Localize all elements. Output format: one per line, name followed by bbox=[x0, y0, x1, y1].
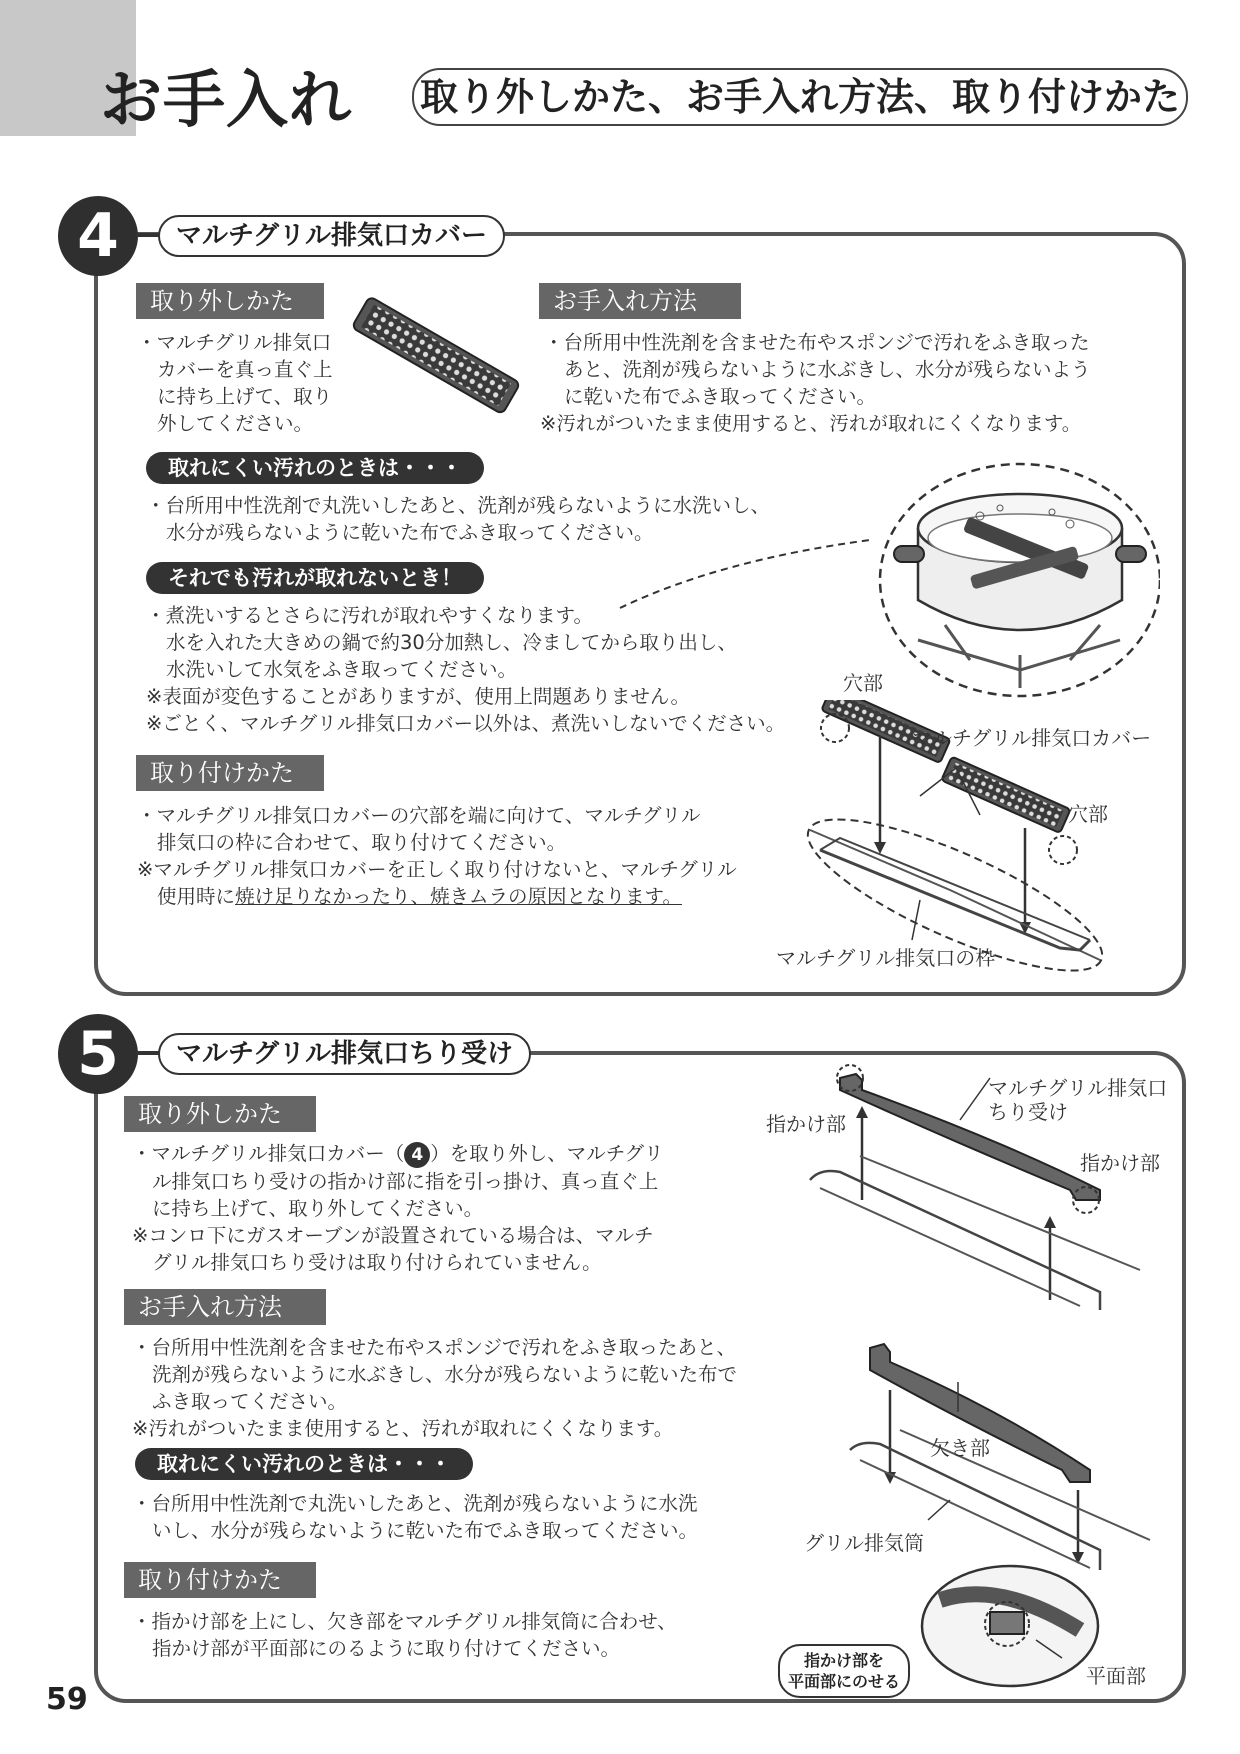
s4-hard-dirt-text: ・台所用中性洗剤で丸洗いしたあと、洗剤が残らないように水洗いし、 水分が残らないように乾いた布でふき取ってください。 bbox=[146, 494, 771, 544]
label-hole-right: 穴部 bbox=[1068, 802, 1108, 826]
placement-callout: 指かけ部を 平面部にのせる bbox=[778, 1644, 910, 1698]
label-part-name-2: ちり受け bbox=[988, 1100, 1068, 1124]
s5-removal-text: ・マルチグリル排気口カバー（ 4 ）を取り外し、マルチグリ ル排気口ちり受けの指かけ部に指を引っ掛け、真っ直ぐ上 に持ち上げて、取り外してください。 ※コンロ下にガスオーブンが設置されている場合は、マルチ グリル排気口ちり受けは取り付けられていません。 bbox=[132, 1142, 664, 1274]
section5-title: マルチグリル排気口ちり受け bbox=[158, 1033, 531, 1075]
s4-install-heading: 取り付けかた bbox=[136, 755, 324, 791]
page-number: 59 bbox=[46, 1682, 88, 1717]
s5-removal-heading: 取り外しかた bbox=[124, 1096, 316, 1132]
s5-hard-dirt-heading: 取れにくい汚れのときは・・・ bbox=[135, 1448, 473, 1480]
label-cover: マルチグリル排気口カバー bbox=[912, 726, 1152, 750]
label-hole-left: 穴部 bbox=[843, 671, 883, 695]
s5-install-text: ・指かけ部を上にし、欠き部をマルチグリル排気筒に合わせ、 指かけ部が平面部にのるように取り付けてください。 bbox=[132, 1610, 677, 1660]
label-frame: マルチグリル排気口の枠 bbox=[776, 946, 996, 970]
dust-tray-install-illustration bbox=[800, 1330, 1160, 1690]
page-subtitle: 取り外しかた、お手入れ方法、取り付けかた bbox=[412, 68, 1188, 126]
label-finger-right: 指かけ部 bbox=[1080, 1151, 1160, 1175]
s4-install-text: ・マルチグリル排気口カバーの穴部を端に向けて、マルチグリル 排気口の枠に合わせて、取り付けてください。 ※マルチグリル排気口カバーを正しく取り付けないと、マルチグリル 使用時に焼け足りなかったり、焼きムラの原因となります。 bbox=[137, 804, 737, 908]
section5-number: 5 bbox=[58, 1014, 138, 1094]
label-part-name-1: マルチグリル排気口 bbox=[988, 1076, 1168, 1100]
s4-removal-heading: 取り外しかた bbox=[136, 283, 324, 319]
label-finger-left: 指かけ部 bbox=[766, 1112, 846, 1136]
label-flat: 平面部 bbox=[1086, 1664, 1146, 1688]
label-notch: 欠き部 bbox=[930, 1436, 990, 1460]
s4-care-heading: お手入れ方法 bbox=[539, 283, 741, 319]
section4-title: マルチグリル排気口カバー bbox=[158, 215, 505, 257]
boiling-pot-illustration bbox=[600, 450, 1160, 700]
s4-removal-text: ・マルチグリル排気口 カバーを真っ直ぐ上 に持ち上げて、取り 外してください。 bbox=[137, 331, 333, 435]
s4-still-dirty-text: ・煮洗いするとさらに汚れが取れやすくなります。 水を入れた大きめの鍋で約30分加熱し、冷ましてから取り出し、 水洗いして水気をふき取ってください。 ※表面が変色することがありますが、使用上問題ありません。 ※ごとく、マルチグリル排気口カバー以外は、煮洗いしないでください。 bbox=[146, 604, 786, 735]
section4-reference: 4 bbox=[404, 1142, 430, 1168]
label-grill-duct: グリル排気筒 bbox=[804, 1531, 924, 1555]
s5-care-heading: お手入れ方法 bbox=[124, 1289, 326, 1325]
section4-number: 4 bbox=[58, 196, 138, 276]
page-title: お手入れ bbox=[100, 63, 353, 136]
s5-care-text: ・台所用中性洗剤を含ませた布やスポンジで汚れをふき取ったあと、 洗剤が残らないように水ぶきし、水分が残らないように乾いた布で ふき取ってください。 ※汚れがついたまま使用すると、汚れが取れにくくなります。 bbox=[132, 1336, 738, 1440]
s4-still-dirty-heading: それでも汚れが取れないとき！ bbox=[146, 562, 484, 594]
cover-illustration-small bbox=[340, 292, 530, 422]
s5-install-heading: 取り付けかた bbox=[124, 1562, 316, 1598]
s4-hard-dirt-heading: 取れにくい汚れのときは・・・ bbox=[146, 452, 484, 484]
s5-hard-dirt-text: ・台所用中性洗剤で丸洗いしたあと、洗剤が残らないように水洗 いし、水分が残らないように乾いた布でふき取ってください。 bbox=[132, 1492, 699, 1542]
s4-care-text: ・台所用中性洗剤を含ませた布やスポンジで汚れをふき取った あと、洗剤が残らないように水ぶきし、水分が残らないよう に乾いた布でふき取ってください。 ※汚れがついたまま使用すると、汚れが取れにくくなります。 bbox=[540, 331, 1091, 435]
